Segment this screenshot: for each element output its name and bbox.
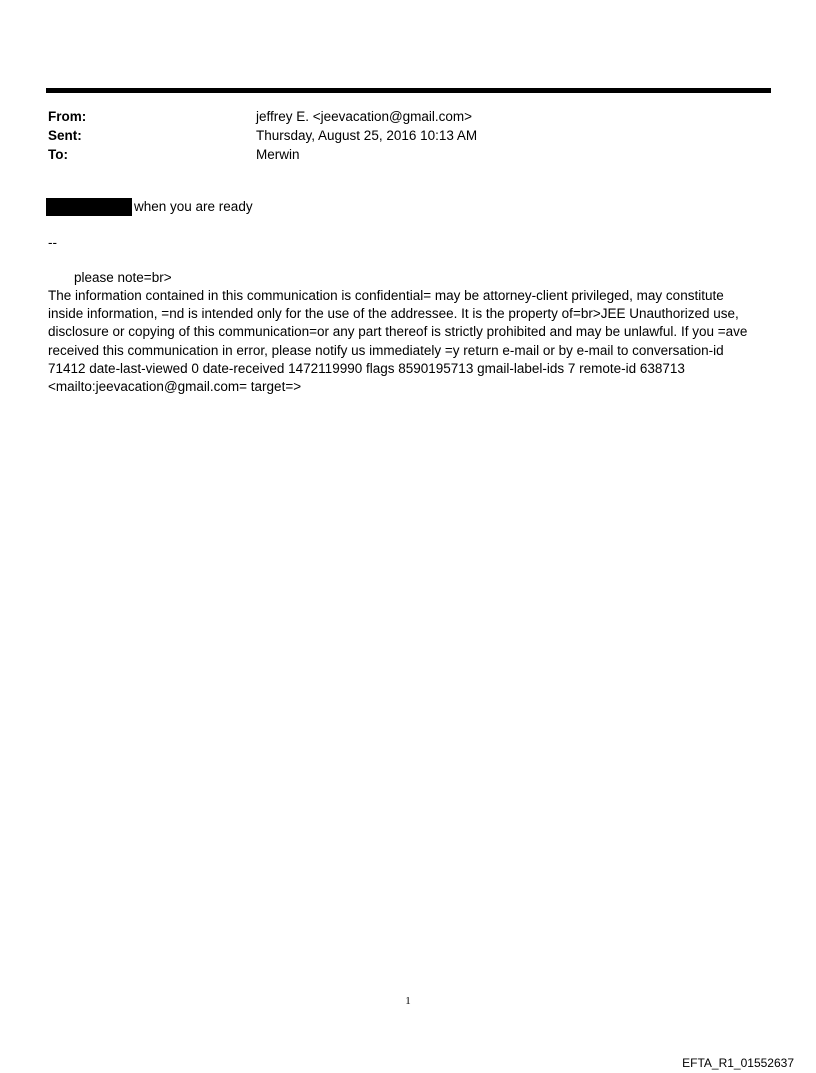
sent-value: Thursday, August 25, 2016 10:13 AM <box>256 128 478 143</box>
header-divider <box>46 88 771 93</box>
disclaimer-line: The information contained in this communication is confidential= may be attorney-client privileged, may constitute <box>48 288 724 303</box>
confidentiality-disclaimer <box>48 287 758 396</box>
message-text: when you are ready <box>134 199 253 214</box>
signature-separator: -- <box>48 235 57 250</box>
to-label: To: <box>48 147 68 162</box>
from-row <box>48 107 768 126</box>
disclaimer-line: <mailto:jeevacation@gmail.com= target=> <box>48 379 302 395</box>
redaction-block <box>46 198 132 216</box>
note-line: please note=br> <box>74 270 172 285</box>
disclaimer-line: 71412 date-last-viewed 0 date-received 1472119990 flags 8590195713 gmail-label-ids 7 remote-id 638713 <box>48 360 685 376</box>
document-id: EFTA_R1_01552637 <box>682 1056 794 1070</box>
disclaimer-line: inside information, =nd is intended only for the use of the addressee. It is the property of=br>JEE Unauthorized use, <box>48 306 739 322</box>
from-value: jeffrey E. <jeevacation@gmail.com> <box>256 109 473 124</box>
sent-label: Sent: <box>48 128 82 143</box>
disclaimer-line: received this communication in error, please notify us immediately =y return e-mail or by e-mail to conversation-id <box>48 342 724 358</box>
page-number: 1 <box>405 995 411 1007</box>
sent-row <box>48 126 768 145</box>
message-line <box>46 197 253 216</box>
from-label: From: <box>48 109 87 124</box>
to-value: Merwin <box>256 147 300 162</box>
disclaimer-line: disclosure or copying of this communication=or any part thereof is strictly prohibited and may be unlawful. If you =ave <box>48 324 748 340</box>
to-row <box>48 145 768 164</box>
email-header <box>48 107 768 164</box>
